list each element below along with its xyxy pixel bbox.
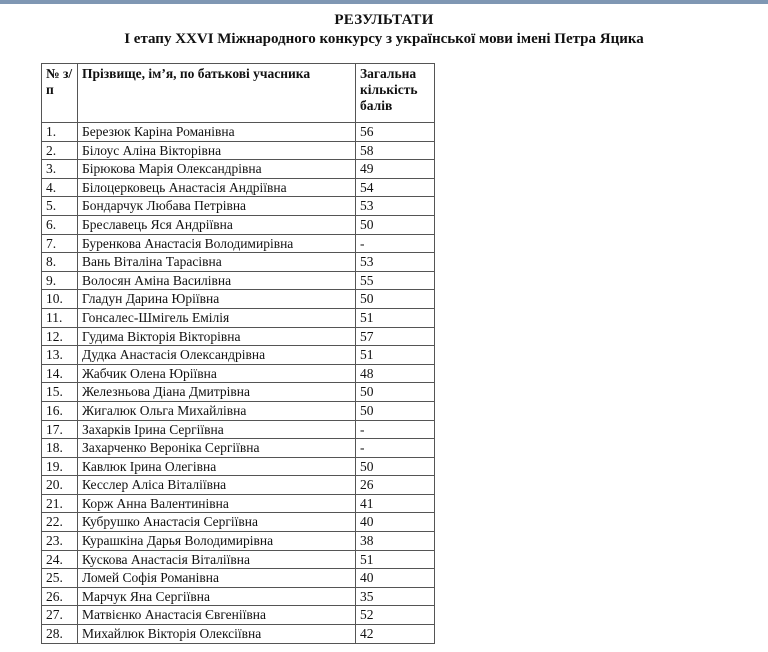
- row-number-cell: 11.: [42, 308, 78, 327]
- table-row: [42, 346, 435, 365]
- table-row: [42, 587, 435, 606]
- row-number-cell: 5.: [42, 197, 78, 216]
- table-header-row: [42, 64, 435, 123]
- score-cell: 38: [356, 532, 435, 551]
- table-row: [42, 383, 435, 402]
- score-cell: 40: [356, 569, 435, 588]
- table-row: [42, 569, 435, 588]
- score-cell: 53: [356, 197, 435, 216]
- table-row: [42, 253, 435, 272]
- participant-name-cell: Марчук Яна Сергіївна: [78, 587, 356, 606]
- row-number-cell: 14.: [42, 364, 78, 383]
- score-cell: 50: [356, 401, 435, 420]
- table-row: [42, 494, 435, 513]
- table-row: [42, 308, 435, 327]
- participant-name-cell: Захарченко Вероніка Сергіївна: [78, 439, 356, 458]
- row-number-cell: 4.: [42, 178, 78, 197]
- row-number-cell: 12.: [42, 327, 78, 346]
- participant-name-cell: Курашкіна Дарья Володимирівна: [78, 532, 356, 551]
- score-cell: -: [356, 439, 435, 458]
- row-number-cell: 21.: [42, 494, 78, 513]
- score-cell: 48: [356, 364, 435, 383]
- row-number-cell: 15.: [42, 383, 78, 402]
- row-number-cell: 10.: [42, 290, 78, 309]
- score-cell: 26: [356, 476, 435, 495]
- participant-name-cell: Железньова Діана Дмитрівна: [78, 383, 356, 402]
- score-cell: 54: [356, 178, 435, 197]
- score-cell: 50: [356, 383, 435, 402]
- row-number-cell: 17.: [42, 420, 78, 439]
- score-cell: 35: [356, 587, 435, 606]
- score-cell: 41: [356, 494, 435, 513]
- table-row: [42, 234, 435, 253]
- participant-name-cell: Гудима Вікторія Вікторівна: [78, 327, 356, 346]
- score-cell: 51: [356, 308, 435, 327]
- participant-name-cell: Березюк Каріна Романівна: [78, 123, 356, 142]
- document-title: РЕЗУЛЬТАТИ: [334, 12, 434, 28]
- score-cell: 50: [356, 215, 435, 234]
- table-row: [42, 420, 435, 439]
- window-top-bar: [0, 0, 768, 4]
- score-cell: 49: [356, 160, 435, 179]
- participant-name-cell: Кесслер Аліса Віталіївна: [78, 476, 356, 495]
- row-number-cell: 26.: [42, 587, 78, 606]
- row-number-cell: 3.: [42, 160, 78, 179]
- header-number: № з/п: [42, 64, 78, 123]
- participant-name-cell: Буренкова Анастасія Володимирівна: [78, 234, 356, 253]
- row-number-cell: 6.: [42, 215, 78, 234]
- row-number-cell: 24.: [42, 550, 78, 569]
- table-row: [42, 439, 435, 458]
- header-score: Загальна кількість балів: [356, 64, 435, 123]
- participant-name-cell: Кускова Анастасія Віталіївна: [78, 550, 356, 569]
- table-row: [42, 513, 435, 532]
- score-cell: -: [356, 420, 435, 439]
- row-number-cell: 8.: [42, 253, 78, 272]
- row-number-cell: 9.: [42, 271, 78, 290]
- participant-name-cell: Гладун Дарина Юріївна: [78, 290, 356, 309]
- score-cell: 55: [356, 271, 435, 290]
- score-cell: 56: [356, 123, 435, 142]
- row-number-cell: 7.: [42, 234, 78, 253]
- header-name: Прізвище, ім’я, по батькові учасника: [78, 64, 356, 123]
- participant-name-cell: Михайлюк Вікторія Олексіївна: [78, 625, 356, 644]
- table-row: [42, 327, 435, 346]
- participant-name-cell: Захарків Ірина Сергіївна: [78, 420, 356, 439]
- score-cell: 50: [356, 457, 435, 476]
- score-cell: 57: [356, 327, 435, 346]
- participant-name-cell: Матвієнко Анастасія Євгеніївна: [78, 606, 356, 625]
- table-row: [42, 197, 435, 216]
- participant-name-cell: Ломей Софія Романівна: [78, 569, 356, 588]
- table-row: [42, 141, 435, 160]
- table-body: [42, 123, 435, 644]
- participant-name-cell: Корж Анна Валентинівна: [78, 494, 356, 513]
- row-number-cell: 23.: [42, 532, 78, 551]
- participant-name-cell: Гонсалес-Шмігель Емілія: [78, 308, 356, 327]
- participant-name-cell: Кавлюк Ірина Олегівна: [78, 457, 356, 476]
- row-number-cell: 22.: [42, 513, 78, 532]
- table-row: [42, 364, 435, 383]
- table-row: [42, 271, 435, 290]
- table-row: [42, 123, 435, 142]
- table-row: [42, 160, 435, 179]
- participant-name-cell: Жабчик Олена Юріївна: [78, 364, 356, 383]
- participant-name-cell: Дудка Анастасія Олександрівна: [78, 346, 356, 365]
- table-row: [42, 550, 435, 569]
- table-row: [42, 606, 435, 625]
- score-cell: 51: [356, 346, 435, 365]
- row-number-cell: 28.: [42, 625, 78, 644]
- score-cell: 51: [356, 550, 435, 569]
- participant-name-cell: Бреславець Яся Андріївна: [78, 215, 356, 234]
- score-cell: 53: [356, 253, 435, 272]
- participant-name-cell: Бондарчук Любава Петрівна: [78, 197, 356, 216]
- row-number-cell: 25.: [42, 569, 78, 588]
- row-number-cell: 27.: [42, 606, 78, 625]
- participant-name-cell: Кубрушко Анастасія Сергіївна: [78, 513, 356, 532]
- row-number-cell: 20.: [42, 476, 78, 495]
- participant-name-cell: Бірюкова Марія Олександрівна: [78, 160, 356, 179]
- participant-name-cell: Білоцерковець Анастасія Андріївна: [78, 178, 356, 197]
- table-row: [42, 532, 435, 551]
- score-cell: 52: [356, 606, 435, 625]
- row-number-cell: 13.: [42, 346, 78, 365]
- row-number-cell: 18.: [42, 439, 78, 458]
- participant-name-cell: Жигалюк Ольга Михайлівна: [78, 401, 356, 420]
- row-number-cell: 1.: [42, 123, 78, 142]
- table-row: [42, 290, 435, 309]
- score-cell: 42: [356, 625, 435, 644]
- table-row: [42, 625, 435, 644]
- document-subtitle: І етапу XXVI Міжнародного конкурсу з української мови імені Петра Яцика: [124, 31, 644, 47]
- table-row: [42, 178, 435, 197]
- participant-name-cell: Вань Віталіна Тарасівна: [78, 253, 356, 272]
- score-cell: -: [356, 234, 435, 253]
- score-cell: 58: [356, 141, 435, 160]
- row-number-cell: 16.: [42, 401, 78, 420]
- score-cell: 40: [356, 513, 435, 532]
- table-row: [42, 215, 435, 234]
- participant-name-cell: Білоус Аліна Вікторівна: [78, 141, 356, 160]
- table-row: [42, 457, 435, 476]
- participant-name-cell: Волосян Аміна Василівна: [78, 271, 356, 290]
- row-number-cell: 19.: [42, 457, 78, 476]
- table-row: [42, 401, 435, 420]
- table-row: [42, 476, 435, 495]
- row-number-cell: 2.: [42, 141, 78, 160]
- score-cell: 50: [356, 290, 435, 309]
- results-table: [41, 63, 435, 644]
